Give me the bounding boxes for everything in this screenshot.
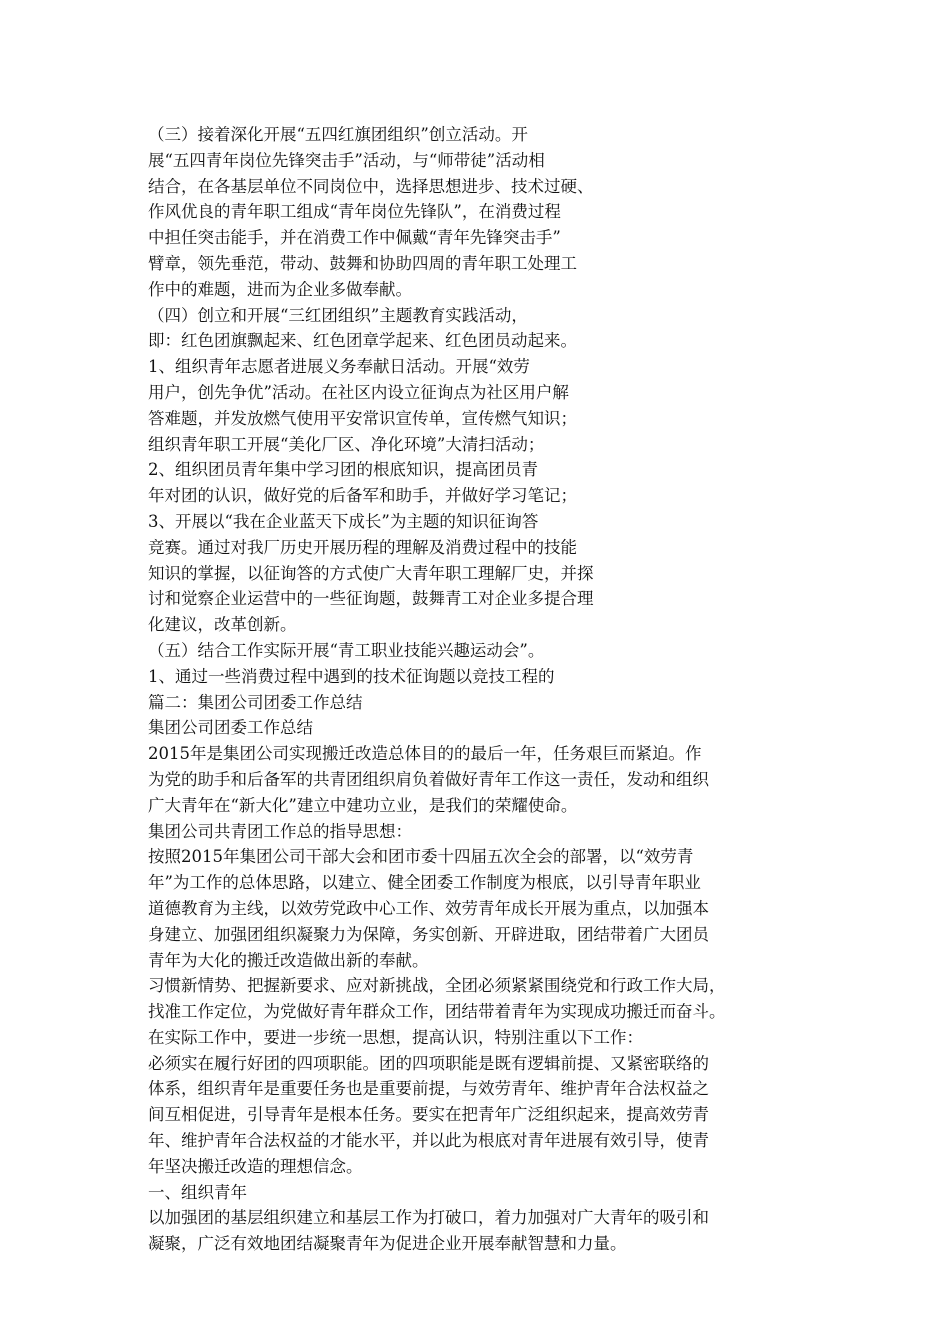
text-line: 化建议，改革创新。 — [148, 615, 297, 635]
text-line: 以加强团的基层组织建立和基层工作为打破口，着力加强对广大青年的吸引和 — [148, 1208, 709, 1228]
text-line: 2015年是集团公司实现搬迁改造总体目的的最后一年，任务艰巨而紧迫。作 — [148, 744, 702, 764]
text-line: （三）接着深化开展“五四红旗团组织”创立活动。开 — [148, 125, 528, 144]
text-line: 道德教育为主线，以效劳党政中心工作、效劳青年成长开展为重点，以加强本 — [148, 898, 709, 918]
text-line: 臂章，领先垂范，带动、鼓舞和协助四周的青年职工处理工 — [148, 253, 577, 273]
text-line: 讨和觉察企业运营中的一些征询题，鼓舞青工对企业多提合理 — [148, 589, 594, 609]
text-line: 间互相促进，引导青年是根本任务。要实在把青年广泛组织起来，提高效劳青 — [148, 1105, 709, 1125]
text-line: 年、维护青年合法权益的才能水平，并以此为根底对青年进展有效引导，使青 — [148, 1131, 709, 1151]
text-line: 年坚决搬迁改造的理想信念。 — [148, 1156, 363, 1176]
text-line: 组织青年职工开展“美化厂区、净化环境”大清扫活动； — [148, 434, 545, 454]
text-line: 用户，创先争优”活动。在社区内设立征询点为社区用户解 — [148, 382, 569, 402]
text-line: 习惯新情势、把握新要求、应对新挑战，全团必须紧紧围绕党和行政工作大局， — [148, 976, 726, 996]
document-body — [148, 122, 808, 1257]
text-line: 为党的助手和后备军的共青团组织肩负着做好青年工作这一责任，发动和组织 — [148, 769, 709, 789]
text-line: 结合，在各基层单位不同岗位中，选择思想进步、技术过硬、 — [148, 176, 594, 196]
text-line: 广大青年在“新大化”建立中建功立业，是我们的荣耀使命。 — [148, 795, 578, 815]
text-line: 按照2015年集团公司干部大会和团市委十四届五次全会的部署，以“效劳青 — [148, 847, 694, 867]
text-line: 竞赛。通过对我厂历史开展历程的理解及消费过程中的技能 — [148, 537, 577, 557]
text-line: 知识的掌握，以征询答的方式使广大青年职工理解厂史，并探 — [148, 563, 594, 583]
text-line: 凝聚，广泛有效地团结凝聚青年为促进企业开展奉献智慧和力量。 — [148, 1234, 627, 1254]
text-line: 青年为大化的搬迁改造做出新的奉献。 — [148, 950, 429, 970]
text-line: 篇二：集团公司团委工作总结 — [148, 692, 363, 712]
text-line: 作中的难题，进而为企业多做奉献。 — [148, 279, 412, 299]
text-line: 即：红色团旗飘起来、红色团章学起来、红色团员动起来。 — [148, 331, 577, 351]
text-line: 作风优良的青年职工组成“青年岗位先锋队”，在消费过程 — [148, 202, 561, 222]
text-line: 1、通过一些消费过程中遇到的技术征询题以竞技工程的 — [148, 666, 555, 686]
text-line: 在实际工作中，要进一步统一思想，提高认识，特别注重以下工作： — [148, 1027, 643, 1047]
text-line: （五）结合工作实际开展“青工职业技能兴趣运动会”。 — [148, 640, 545, 660]
text-line: 2、组织团员青年集中学习团的根底知识，提高团员青 — [148, 460, 538, 480]
text-line: 一、组织青年 — [148, 1182, 247, 1202]
text-line: 中担任突击能手，并在消费工作中佩戴“青年先锋突击手” — [148, 228, 561, 248]
text-line: 身建立、加强团组织凝聚力为保障，务实创新、开辟进取，团结带着广大团员 — [148, 924, 709, 944]
text-line: 答难题，并发放燃气使用平安常识宣传单，宣传燃气知识； — [148, 408, 577, 428]
text-line: 集团公司团委工作总结 — [148, 718, 313, 738]
text-line: 年对团的认识，做好党的后备军和助手，并做好学习笔记； — [148, 486, 577, 506]
text-line: 展“五四青年岗位先锋突击手”活动，与“师带徒”活动相 — [148, 150, 545, 170]
text-line: 体系，组织青年是重要任务也是重要前提，与效劳青年、维护青年合法权益之 — [148, 1079, 709, 1099]
text-line: 3、开展以“我在企业蓝天下成长”为主题的知识征询答 — [148, 511, 539, 531]
text-line: 年”为工作的总体思路，以建立、健全团委工作制度为根底，以引导青年职业 — [148, 873, 701, 893]
text-line: 必须实在履行好团的四项职能。团的四项职能是既有逻辑前提、又紧密联络的 — [148, 1053, 709, 1073]
text-line: （四）创立和开展“三红团组织”主题教育实践活动， — [148, 305, 528, 325]
text-line: 集团公司共青团工作总的指导思想： — [148, 821, 412, 841]
text-line: 1、组织青年志愿者进展义务奉献日活动。开展“效劳 — [148, 357, 530, 377]
text-line: 找准工作定位，为党做好青年群众工作，团结带着青年为实现成功搬迁而奋斗。 — [148, 1002, 726, 1022]
